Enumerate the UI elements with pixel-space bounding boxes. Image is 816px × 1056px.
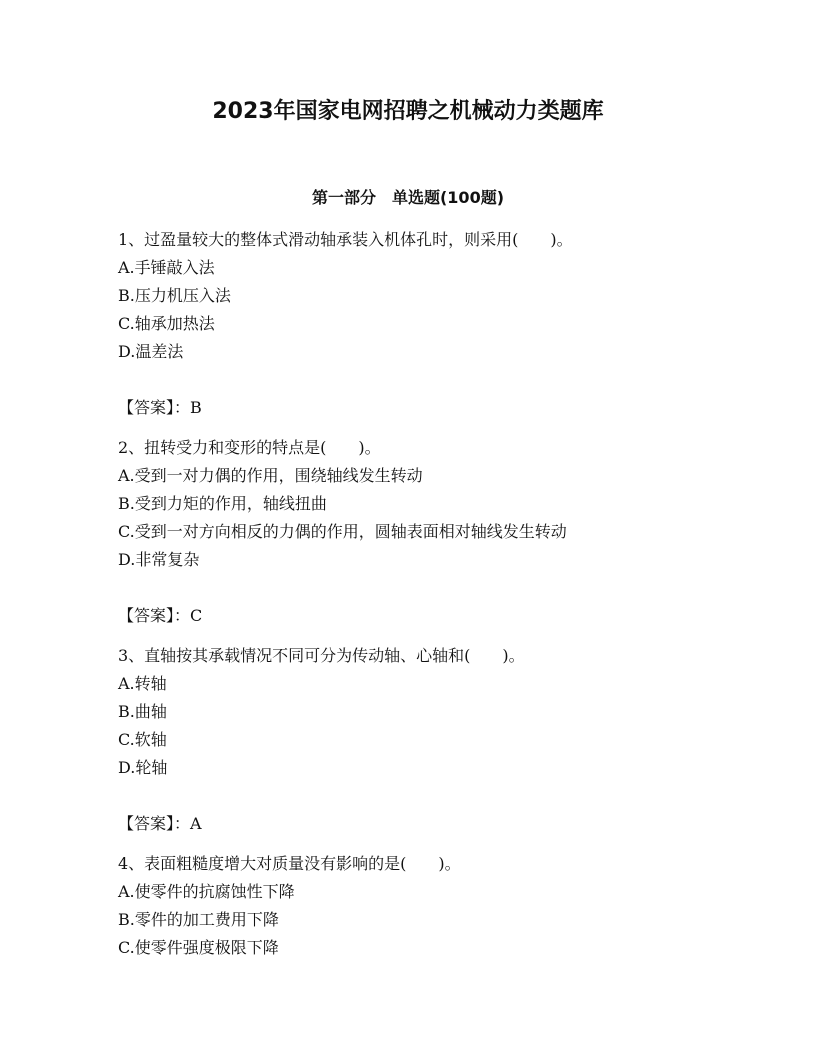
answer-line: 【答案】：A [118, 814, 202, 833]
option-c: C.使零件强度极限下降 [118, 938, 279, 957]
question-stem: 4、表面粗糙度增大对质量没有影响的是( )。 [118, 854, 461, 873]
option-d: D.非常复杂 [118, 550, 200, 569]
option-b: B.压力机压入法 [118, 286, 231, 305]
section-heading: 第一部分 单选题(100题) [311, 188, 505, 207]
option-c: C.轴承加热法 [118, 314, 215, 333]
answer-line: 【答案】：C [118, 606, 203, 625]
option-b: B.零件的加工费用下降 [118, 910, 279, 929]
answer-line: 【答案】：B [118, 398, 202, 417]
option-c: C.受到一对方向相反的力偶的作用，圆轴表面相对轴线发生转动 [118, 522, 567, 541]
option-d: D.轮轴 [118, 758, 168, 777]
option-b: B.曲轴 [118, 702, 167, 721]
option-c: C.软轴 [118, 730, 167, 749]
option-a: A.使零件的抗腐蚀性下降 [118, 882, 295, 901]
option-d: D.温差法 [118, 342, 184, 361]
question-4 [118, 850, 718, 962]
question-stem: 1、过盈量较大的整体式滑动轴承装入机体孔时，则采用( )。 [118, 230, 573, 249]
question-stem: 2、扭转受力和变形的特点是( )。 [118, 438, 381, 457]
question-3 [118, 642, 718, 838]
option-a: A.受到一对力偶的作用，围绕轴线发生转动 [118, 466, 423, 485]
question-stem: 3、直轴按其承载情况不同可分为传动轴、心轴和( )。 [118, 646, 525, 665]
option-a: A.手锤敲入法 [118, 258, 215, 277]
option-a: A.转轴 [118, 674, 167, 693]
option-b: B.受到力矩的作用，轴线扭曲 [118, 494, 327, 513]
question-2 [118, 434, 718, 630]
document-title: 2023年国家电网招聘之机械动力类题库 [212, 99, 604, 124]
question-list [118, 226, 718, 974]
question-1 [118, 226, 718, 422]
